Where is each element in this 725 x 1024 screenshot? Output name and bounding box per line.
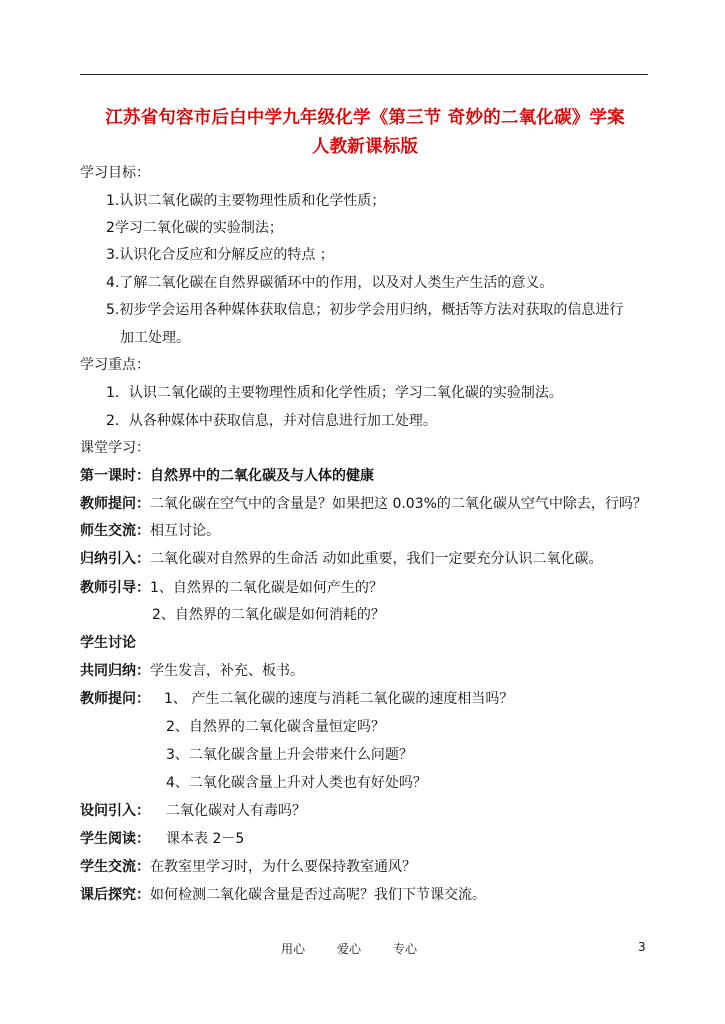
- key-points-heading: 学习重点：: [80, 357, 150, 373]
- row-label: 教师提问：: [80, 691, 150, 707]
- row-label: 师生交流：: [80, 523, 150, 539]
- row-text: 如何检测二氧化碳含量是否过高呢？我们下节课交流。: [150, 887, 486, 903]
- row-label: 课后探究：: [80, 887, 150, 903]
- row-text: 2、自然界的二氧化碳含量恒定吗？: [166, 719, 385, 735]
- row-text: 二氧化碳对自然界的生命活 动如此重要，我们一定要充分认识二氧化碳。: [150, 551, 603, 567]
- footer-motto-3: 专心: [393, 942, 418, 956]
- row-text: 相互讨论。: [150, 523, 220, 539]
- dialogue-row: [80, 689, 513, 709]
- row-text: 1、 产生二氧化碳的速度与消耗二氧化碳的速度相当吗？: [164, 691, 514, 707]
- dialogue-row: [166, 745, 413, 765]
- dialogue-row: [152, 605, 385, 625]
- objective-item: 3.认识化合反应和分解反应的特点 ；: [106, 247, 334, 263]
- class-heading: 课堂学习：: [80, 440, 150, 456]
- dialogue-row: [166, 773, 427, 793]
- row-text: 1、自然界的二氧化碳是如何产生的？: [150, 580, 383, 596]
- row-label: 学生交流：: [80, 859, 150, 875]
- key-point-item: 1．认识二氧化碳的主要物理性质和化学性质；学习二氧化碳的实验制法。: [106, 385, 563, 401]
- row-text: 二氧化碳对人有毒吗？: [166, 803, 306, 819]
- footer-motto-1: 用心: [281, 942, 306, 956]
- dialogue-row: [80, 633, 136, 653]
- page-number: 3: [638, 940, 646, 954]
- document-title-line2: 人教新课标版: [311, 137, 419, 157]
- key-point-item: 2．从各种媒体中获取信息，并对信息进行加工处理。: [106, 413, 437, 429]
- dialogue-row: [80, 494, 647, 514]
- row-label: 设问引入：: [80, 803, 150, 819]
- row-label: 教师提问：: [80, 496, 150, 512]
- dialogue-row: [80, 549, 602, 569]
- row-text: 4、二氧化碳含量上升对人类也有好处吗？: [166, 775, 427, 791]
- dialogue-row: [166, 717, 385, 737]
- footer-motto-2: 爱心: [337, 942, 362, 956]
- dialogue-row: [80, 801, 306, 821]
- dialogue-row: [80, 829, 244, 849]
- lesson-title: 第一课时：自然界中的二氧化碳及与人体的健康: [80, 468, 374, 484]
- document-title-line1: 江苏省句容市后白中学九年级化学《第三节 奇妙的二氧化碳》学案: [105, 108, 625, 128]
- row-label: 共同归纳：: [80, 663, 150, 679]
- objective-item: 4.了解二氧化碳在自然界碳循环中的作用，以及对人类生产生活的意义。: [106, 275, 554, 291]
- dialogue-row: [80, 578, 383, 598]
- row-text: 课本表 2－5: [166, 831, 245, 847]
- row-text: 学生发言，补充、板书。: [150, 663, 304, 679]
- objective-item: 5.初步学会运用各种媒体获取信息；初步学会用归纳，概括等方法对获取的信息进行: [106, 302, 624, 318]
- row-label: 学生阅读：: [80, 831, 150, 847]
- dialogue-row: [80, 521, 220, 541]
- objective-item: 1.认识二氧化碳的主要物理性质和化学性质；: [106, 193, 386, 209]
- row-text: 2、自然界的二氧化碳是如何消耗的？: [152, 607, 385, 623]
- header-rule: [80, 74, 648, 75]
- row-label: 归纳引入：: [80, 551, 150, 567]
- objectives-heading: 学习目标：: [80, 165, 150, 181]
- row-label: 教师引导：: [80, 580, 150, 596]
- dialogue-row: [80, 857, 416, 877]
- row-text: 在教室里学习时，为什么要保持教室通风？: [150, 859, 416, 875]
- row-label: 学生讨论: [80, 635, 136, 651]
- row-text: 二氧化碳在空气中的含量是？如果把这 0.03%的二氧化碳从空气中除去，行吗？: [150, 496, 647, 512]
- objective-item: 加工处理。: [120, 330, 190, 346]
- objective-item: 2学习二氧化碳的实验制法；: [106, 220, 283, 236]
- row-text: 3、二氧化碳含量上升会带来什么问题？: [166, 747, 413, 763]
- dialogue-row: [80, 885, 486, 905]
- dialogue-row: [80, 661, 304, 681]
